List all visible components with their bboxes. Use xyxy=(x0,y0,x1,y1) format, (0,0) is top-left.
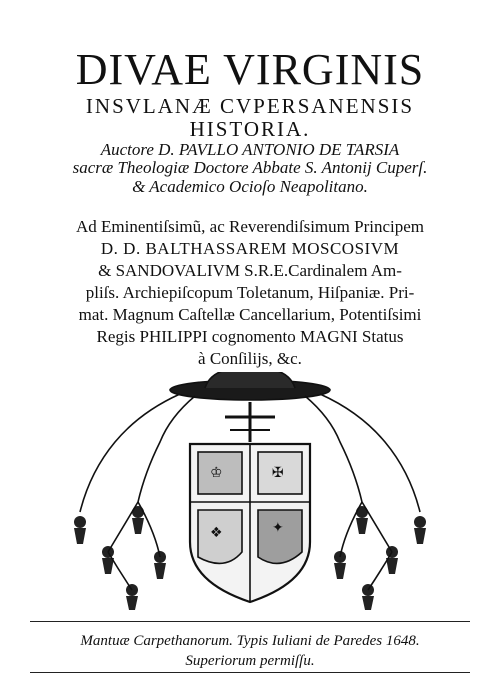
svg-text:❖: ❖ xyxy=(210,525,223,541)
dedication-line-7: à Conſilijs, &c. xyxy=(198,349,302,368)
dedication-line-6: Regis PHILIPPI cognomento MAGNI Status xyxy=(96,327,404,346)
svg-text:✠: ✠ xyxy=(272,465,284,481)
divider-rule xyxy=(30,621,470,622)
svg-text:♔: ♔ xyxy=(210,465,223,481)
dedication-line-5: mat. Magnum Caſtellæ Cancellarium, Potentiſsimi xyxy=(78,305,422,324)
cardinal-coat-of-arms-icon xyxy=(20,372,480,612)
author-line-2: sacræ Theologiæ Doctore Abbate S. Antonij Cuperſ. xyxy=(72,158,428,177)
dedication-line-3: & SANDOVALIVM S.R.E.Cardinalem Am- xyxy=(98,261,402,280)
imprint-line-2: Superiorum permiſſu. xyxy=(185,653,315,669)
dedication-line-1: Ad Eminentiſsimũ, ac Reverendiſsimum Principem xyxy=(76,217,424,236)
imprint-line-1: Mantuæ Carpethanorum. Typis Iuliani de Paredes 1648. xyxy=(80,633,420,649)
author-line-1: Auctore D. PAVLLO ANTONIO DE TARSIA xyxy=(100,140,400,159)
divider-rule-bottom xyxy=(30,672,470,673)
title-line-3: HISTORIA. xyxy=(189,117,311,141)
author-line-3: & Academico Ocioſo Neapolitano. xyxy=(132,177,368,196)
svg-text:✦: ✦ xyxy=(272,520,284,536)
dedication-line-2: D. D. BALTHASSAREM MOSCOSIVM xyxy=(100,239,400,258)
title-line-2: INSVLANÆ CVPERSANENSIS xyxy=(85,94,415,118)
dedication-line-4: pliſs. Archiepiſcopum Toletanum, Hiſpaniæ. Pri- xyxy=(85,283,415,302)
title-line-1: DIVAE VIRGINIS xyxy=(75,45,425,94)
